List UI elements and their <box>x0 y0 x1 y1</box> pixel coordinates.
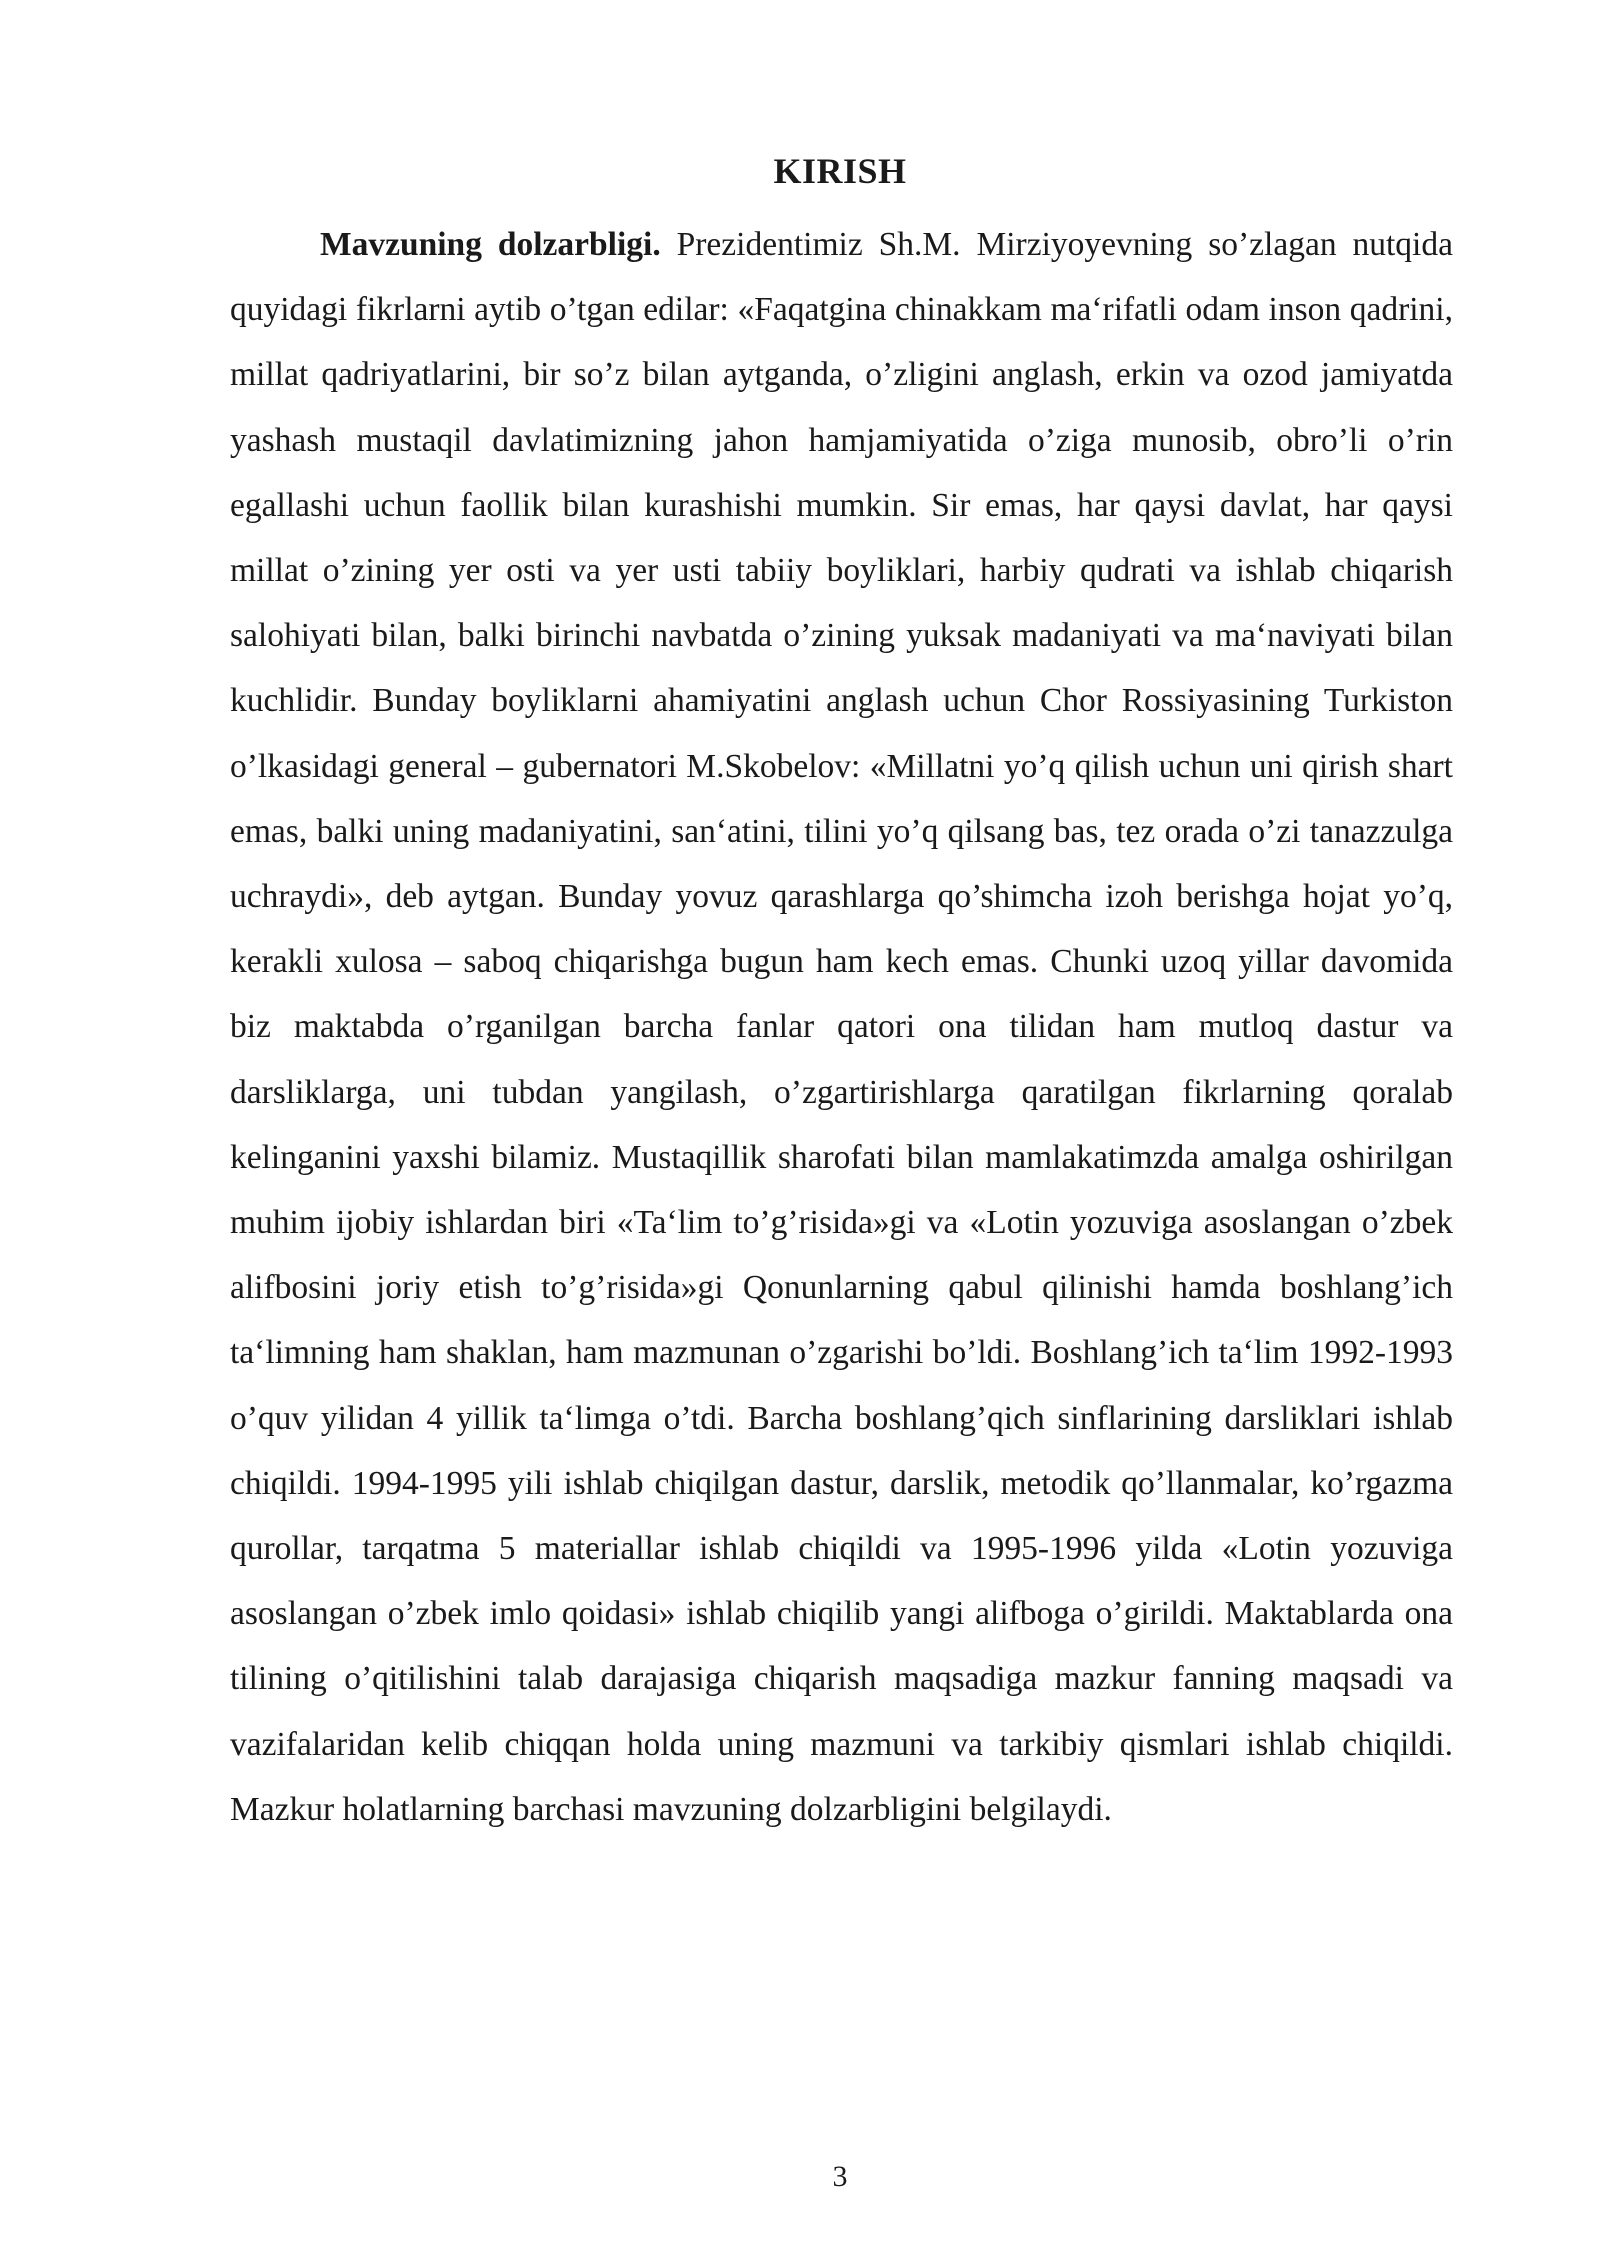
section-heading: KIRISH <box>773 151 907 191</box>
paragraph-text: Prezidentimiz Sh.M. Mirziyoyevning so’zlagan nutqida quyidagi fikrlarni aytib o’tgan edilar: «Faqatgina chinakkam ma‘rifatli odam inson qadrini, millat qadriyatlarini, bir so’z bilan aytganda, o’zligini anglash, erkin va ozod jamiyatda yashash mustaqil davlatimizning jahon hamjamiyatida o’ziga munosib, obro’li o’rin egallashi uchun faollik bilan kurashishi mumkin. Sir emas, har qaysi davlat, har qaysi millat o’zining yer osti va yer usti tabiiy boyliklari, harbiy qudrati va ishlab chiqarish salohiyati bilan, balki birinchi navbatda o’zining yuksak madaniyati va ma‘naviyati bilan kuchlidir. Bunday boyliklarni ahamiyatini anglash uchun Chor Rossiyasining Turkiston o’lkasidagi general – gubernatori M.Skobelov: «Millatni yo’q qilish uchun uni qirish shart emas, balki uning madaniyatini, san‘atini, tilini yo’q qilsang bas, tez orada o’zi tanazzulga uchraydi», deb aytgan. Bunday yovuz qarashlarga qo’shimcha izoh berishga hojat yo’q, kerakli xulosa – saboq chiqarishga bugun ham kech emas. Chunki uzoq yillar davomida biz maktabda o’rganilgan barcha fanlar qatori ona tilidan ham mutloq dastur va darsliklarga, uni tubdan yangilash, o’zgartirishlarga qaratilgan fikrlarning qoralab kelinganini yaxshi bilamiz. Mustaqillik sharofati bilan mamlakatimzda amalga oshirilgan muhim ijobiy ishlardan biri «Ta‘lim to’g’risida»gi va «Lotin yozuviga asoslangan o’zbek alifbosini joriy etish to’g’risida»gi Qonunlarning qabul qilinishi hamda boshlang’ich ta‘limning ham shaklan, ham mazmunan o’zgarishi bo’ldi. Boshlang’ich ta‘lim 1992-1993 o’quv yilidan 4 yillik ta‘limga o’tdi. Barcha boshlang’qich sinflarining darsliklari ishlab chiqildi. 1994-1995 yili ishlab chiqilgan dastur, darslik, metodik qo’llanmalar, ko’rgazma qurollar, tarqatma 5 materiallar ishlab chiqildi va 1995-1996 yilda «Lotin yozuviga asoslangan o’zbek imlo qoidasi» ishlab chiqilib yangi alifboga o’girildi. Maktablarda ona tilining o’qitilishini talab darajasiga chiqarish maqsadiga mazkur fanning maqsadi va vazifalaridan kelib chiqqan holda uning mazmuni va tarkibiy qismlari ishlab chiqildi. Mazkur holatlarning barchasi mavzuning dolzarbligini belgilaydi. <box>230 226 1453 1828</box>
page-number: 3 <box>832 2160 848 2193</box>
paragraph-lead: Mavzuning dolzarbligi. <box>320 226 661 263</box>
body-paragraph <box>230 212 1453 1842</box>
